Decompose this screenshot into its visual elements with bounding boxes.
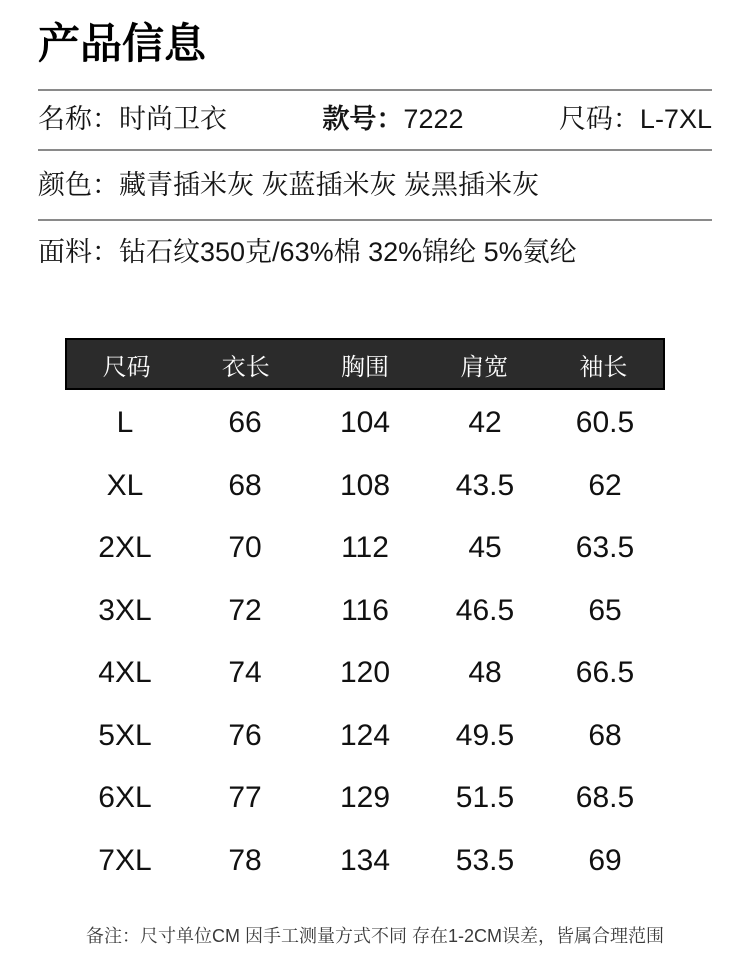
style-number — [322, 103, 463, 135]
style-number-label: 款号： — [322, 104, 404, 134]
cell-length: 70 — [228, 531, 262, 565]
cell-length: 78 — [228, 843, 262, 877]
cell-bust: 129 — [339, 781, 391, 815]
fabric-label: 面料： — [38, 237, 119, 267]
cell-sleeve: 66.5 — [575, 656, 635, 690]
cell-size: XL — [106, 468, 144, 502]
cell-bust: 104 — [339, 406, 391, 440]
cell-bust: 108 — [339, 468, 391, 502]
cell-sleeve: 60.5 — [575, 406, 635, 440]
cell-size: 3XL — [98, 593, 152, 627]
cell-bust: 124 — [339, 718, 391, 752]
cell-sleeve: 65 — [588, 593, 622, 627]
cell-length: 72 — [228, 593, 262, 627]
cell-bust: 112 — [341, 531, 389, 565]
cell-bust: 120 — [339, 656, 391, 690]
cell-sleeve: 63.5 — [575, 531, 635, 565]
cell-shoulder: 42 — [468, 406, 502, 440]
fabric-info — [38, 236, 577, 268]
product-name — [38, 103, 227, 135]
divider-top — [38, 89, 712, 91]
page-title: 产品信息 — [38, 20, 207, 67]
cell-size: 6XL — [98, 781, 152, 815]
cell-size: 2XL — [98, 531, 152, 565]
cell-size: 5XL — [98, 718, 152, 752]
cell-size: 4XL — [98, 656, 152, 690]
cell-shoulder: 49.5 — [455, 718, 515, 752]
col-header-shoulder: 肩宽 — [460, 353, 509, 381]
divider-after-basic-info — [38, 149, 712, 151]
fabric-value: 钻石纹350克/63%棉 32%锦纶 5%氨纶 — [119, 237, 577, 267]
size-table-header — [65, 338, 665, 390]
cell-length: 66 — [228, 406, 262, 440]
col-header-sleeve: 袖长 — [579, 353, 628, 381]
cell-sleeve: 62 — [588, 468, 622, 502]
measurement-note: 备注：尺寸单位CM 因手工测量方式不同 存在1-2CM误差，皆属合理范围 — [85, 926, 664, 946]
cell-length: 77 — [228, 781, 262, 815]
table-row — [65, 767, 665, 830]
color-info — [38, 169, 539, 201]
product-name-label: 名称： — [38, 104, 119, 134]
table-row — [65, 580, 665, 643]
table-row — [65, 705, 665, 768]
table-row — [65, 517, 665, 580]
cell-length: 76 — [228, 718, 262, 752]
cell-shoulder: 51.5 — [455, 781, 515, 815]
cell-sleeve: 68.5 — [575, 781, 635, 815]
cell-shoulder: 45 — [468, 531, 502, 565]
table-row — [65, 642, 665, 705]
table-row — [65, 392, 665, 455]
style-number-value: 7222 — [403, 104, 464, 134]
cell-shoulder: 53.5 — [455, 843, 515, 877]
cell-sleeve: 69 — [588, 843, 622, 877]
divider-after-color — [38, 219, 712, 221]
cell-shoulder: 46.5 — [455, 593, 515, 627]
cell-size: 7XL — [98, 843, 152, 877]
table-row — [65, 455, 665, 518]
cell-shoulder: 48 — [468, 656, 502, 690]
size-range — [559, 103, 712, 135]
cell-size: L — [116, 406, 134, 440]
cell-sleeve: 68 — [588, 718, 622, 752]
cell-length: 68 — [228, 468, 262, 502]
table-row — [65, 830, 665, 893]
basic-info-row — [38, 103, 712, 135]
product-name-value: 时尚卫衣 — [119, 104, 227, 134]
col-header-bust: 胸围 — [340, 353, 389, 381]
color-value: 藏青插米灰 灰蓝插米灰 炭黑插米灰 — [119, 170, 540, 200]
col-header-size: 尺码 — [102, 353, 151, 381]
size-table-body — [65, 392, 665, 892]
color-label: 颜色： — [38, 170, 119, 200]
cell-bust: 134 — [339, 843, 391, 877]
col-header-length: 衣长 — [221, 353, 270, 381]
cell-length: 74 — [228, 656, 262, 690]
cell-bust: 116 — [341, 593, 389, 627]
size-range-value: L-7XL — [639, 104, 712, 134]
size-range-label: 尺码： — [558, 104, 640, 134]
cell-shoulder: 43.5 — [455, 468, 515, 502]
